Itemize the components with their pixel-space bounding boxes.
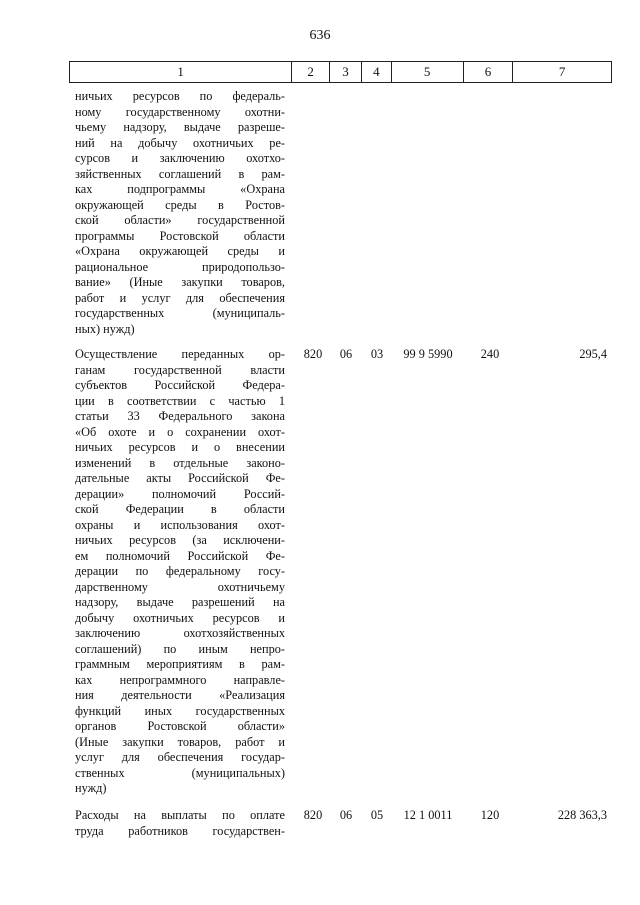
row-description: [75, 347, 285, 797]
grs-code: 820: [303, 808, 323, 822]
amount: 228 363,3: [557, 808, 607, 822]
description-line: органов Ростовской области»: [75, 719, 285, 733]
description-line: ской Федерации в области: [75, 502, 285, 516]
row-description: [75, 808, 285, 839]
table-header-cell: 6: [464, 62, 514, 82]
section-code: 06: [339, 347, 353, 361]
description-line: заключению охотхозяйственных: [75, 626, 285, 640]
amount: 295,4: [579, 347, 607, 361]
description-line: ния деятельности «Реализация: [75, 688, 285, 702]
description-line: сурсов и заключению охотхо-: [75, 151, 285, 165]
table-row: [75, 89, 612, 339]
section-code: 06: [339, 808, 353, 822]
description-line: дательные акты Российской Фе-: [75, 471, 285, 485]
description-line: программы Ростовской области: [75, 228, 285, 243]
description-line: работ и услуг для обеспечения: [75, 290, 285, 305]
target-article-code: 12 1 0011: [403, 808, 453, 822]
description-line: ных) нужд): [75, 321, 135, 336]
description-line: нужд): [75, 781, 107, 795]
description-line: функций иных государственных: [75, 703, 285, 718]
description-line: граммным мероприятиям в рам-: [75, 657, 285, 671]
table-header-cell: 4: [362, 62, 392, 82]
table-header-cell: 1: [70, 62, 292, 82]
table-header-row: [69, 61, 612, 83]
table-header-cell: 5: [392, 62, 464, 82]
table-row: [75, 347, 612, 802]
description-line: «Охрана окружающей среды и: [75, 244, 285, 258]
description-line: дерации по федеральному госу-: [75, 564, 285, 578]
description-line: охраны и использования охот-: [75, 517, 285, 532]
description-line: ственных (муниципальных): [75, 765, 285, 780]
description-line: ному государственному охотни-: [75, 104, 285, 119]
description-line: услуг для обеспечения государ-: [75, 750, 285, 764]
subsection-code: 03: [370, 347, 384, 361]
description-line: ничьих ресурсов (за исключени-: [75, 533, 285, 547]
description-line: добычу охотничьих ресурсов и: [75, 610, 285, 625]
description-line: зяйственных соглашений в рам-: [75, 166, 285, 181]
description-line: ках подпрограммы «Охрана: [75, 182, 285, 196]
description-line: (Иные закупки товаров, работ и: [75, 734, 285, 749]
table-header-cell: 3: [330, 62, 362, 82]
expense-type-code: 120: [480, 808, 500, 822]
description-line: ний на добычу охотничьих ре-: [75, 135, 285, 150]
description-line: соглашений) по иным непро-: [75, 641, 285, 656]
table-header-cell: 2: [292, 62, 330, 82]
page-number: 636: [309, 28, 331, 43]
description-line: Расходы на выплаты по оплате: [75, 808, 285, 822]
row-description: [75, 89, 285, 337]
description-line: надзору, выдаче разрешений на: [75, 595, 285, 609]
table-row: [75, 808, 612, 848]
description-line: ской области» государственной: [75, 213, 285, 227]
description-line: изменений в отдельные законо-: [75, 455, 285, 470]
description-line: субъектов Российской Федера-: [75, 378, 285, 392]
description-line: ничьих ресурсов по федераль-: [75, 89, 285, 103]
description-line: дерации» полномочий Россий-: [75, 486, 285, 501]
subsection-code: 05: [370, 808, 384, 822]
description-line: государственных (муниципаль-: [75, 306, 285, 320]
description-line: рациональное природопользо-: [75, 259, 285, 274]
target-article-code: 99 9 5990: [403, 347, 453, 361]
description-line: статьи 33 Федерального закона: [75, 409, 285, 423]
description-line: ем полномочий Российской Фе-: [75, 548, 285, 563]
description-line: чьему надзору, выдаче разреше-: [75, 120, 285, 134]
description-line: «Об охоте и о сохранении охот-: [75, 424, 285, 439]
description-line: вание» (Иные закупки товаров,: [75, 275, 285, 289]
description-line: Осуществление переданных ор-: [75, 347, 285, 361]
description-line: окружающей среды в Ростов-: [75, 197, 285, 212]
expense-type-code: 240: [480, 347, 500, 361]
description-line: дарственному охотничьему: [75, 579, 285, 594]
grs-code: 820: [303, 347, 323, 361]
description-line: ках непрограммного направле-: [75, 672, 285, 687]
table-header-cell: 7: [558, 64, 566, 79]
description-line: труда работников государствен-: [75, 823, 285, 838]
description-line: ничьих ресурсов и о внесении: [75, 440, 285, 454]
description-line: ганам государственной власти: [75, 362, 285, 377]
description-line: ции в соответствии с частью 1: [75, 393, 285, 408]
